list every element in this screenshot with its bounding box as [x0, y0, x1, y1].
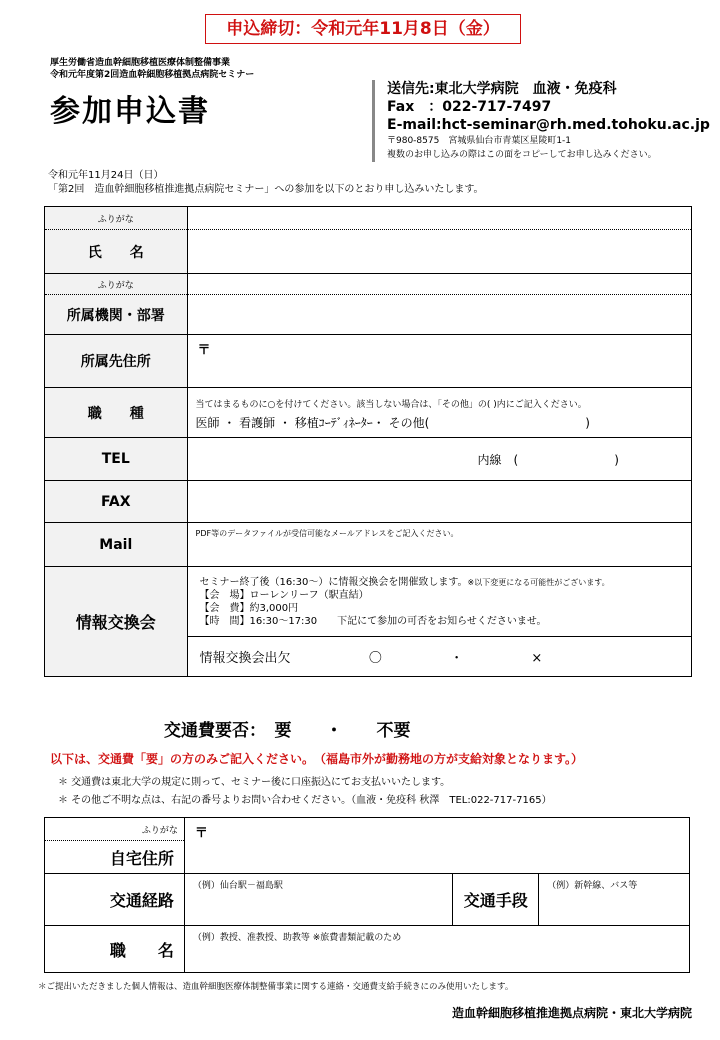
means-field[interactable] [539, 874, 690, 926]
extension-label: 内線 ( ) [477, 452, 619, 467]
exchange-line-1-note: ※以下変更になる可能性がございます。 [467, 577, 610, 587]
address-field[interactable] [187, 335, 691, 388]
home-address-field[interactable] [184, 818, 689, 874]
job-label: 職 種 [45, 388, 188, 438]
attend-separator: ・ [450, 651, 464, 666]
position-label: 職 名 [45, 926, 185, 973]
home-furigana-label: ふりがな [45, 818, 185, 841]
attendance-label: 情報交換会出欠 [199, 651, 291, 666]
intro-text: 「第2回 造血幹細胞移植推進拠点病院セミナー」への参加を以下のとおり申し込みいたします。 [48, 184, 484, 195]
fax-label: FAX [45, 481, 188, 523]
send-to: 送信先:東北大学病院 血液・免疫科 [387, 81, 617, 97]
exchange-label: 情報交換会 [45, 567, 188, 677]
name-field[interactable] [187, 230, 691, 274]
mail-label: Mail [45, 523, 188, 567]
mail-note: PDF等のデータファイルが受信可能なメールアドレスをご記入ください。 [195, 529, 459, 538]
org-line-2: 令和元年度第2回造血幹細胞移植拠点病院セミナー [50, 70, 255, 80]
transport-form [44, 817, 690, 973]
affiliation-field[interactable] [187, 295, 691, 335]
postal-mark: 〒 [197, 343, 211, 358]
footer-org: 造血幹細胞移植推進拠点病院・東北大学病院 [451, 1006, 692, 1020]
furigana-label: ふりがな [45, 207, 188, 230]
attend-no-option[interactable]: × [531, 651, 543, 666]
means-example: （例）新幹線、バス等 [547, 881, 638, 891]
copy-note: 複数のお申し込みの際はこの面をコピーしてお申し込みください。 [387, 150, 657, 160]
position-example: （例）教授、准教授、助教等 ※旅費書類記載のため [192, 933, 402, 943]
route-field[interactable] [184, 874, 453, 926]
mail-field[interactable] [187, 523, 691, 567]
exchange-time: 【時 間】16:30～17:30 下記にて参加の可否をお知らせくださいませ。 [199, 615, 547, 627]
position-field[interactable] [184, 926, 689, 973]
home-postal-mark: 〒 [194, 826, 208, 841]
exchange-venue: 【会 場】ローレンリーフ（駅直結） [199, 589, 369, 601]
exchange-line-1: セミナー終了後（16:30～）に情報交換会を開催致します。 [199, 576, 468, 588]
privacy-note: ＊ご提出いただきました個人情報は、造血幹細胞医療体制整備事業に関する連絡・交通費支給手続きにのみ使用いたします。 [38, 982, 514, 992]
tel-label: TEL [45, 438, 188, 481]
means-label: 交通手段 [453, 874, 539, 926]
affiliation-label: 所属機関・部署 [45, 295, 188, 335]
transport-red-note: 以下は、交通費「要」の方のみご記入ください。 （福島市外が勤務地の方が支給対象となります。） [50, 752, 584, 766]
route-label: 交通経路 [45, 874, 185, 926]
name-label: 氏 名 [45, 230, 188, 274]
job-field[interactable] [187, 388, 691, 438]
fax-field[interactable] [187, 481, 691, 523]
attend-yes-option[interactable]: 〇 [368, 651, 382, 666]
affiliation-furigana-label: ふりがな [45, 274, 188, 295]
furigana-field[interactable] [187, 207, 691, 230]
postal-address: 〒980-8575 宮城県仙台市青葉区星陵町1-1 [387, 136, 572, 146]
tel-field[interactable] [187, 438, 691, 481]
page-title: 参加申込書 [50, 94, 210, 129]
exchange-info [187, 567, 691, 637]
transport-question: 交通費要否： 要 ・ 不要 [164, 721, 411, 741]
fax-number: Fax ：022-717-7497 [387, 99, 552, 115]
attendance-row[interactable] [187, 637, 691, 677]
application-form [44, 206, 692, 677]
deadline-banner: 申込締切：令和元年11月8日（金） [205, 14, 521, 44]
seminar-date: 令和元年11月24日（日） [48, 170, 164, 181]
address-label: 所属先住所 [45, 335, 188, 388]
job-note: 当てはまるものに○を付けてください。該当しない場合は、「その他」の( )内にご記入ください。 [195, 399, 587, 410]
transport-note-2: ＊ その他ご不明な点は、右記の番号よりお問い合わせください。（血液・免疫科 秋澤 TEL:022-717-7165） [58, 795, 552, 806]
home-address-label: 自宅住所 [45, 841, 185, 874]
route-example: （例）仙台駅－福島駅 [192, 881, 283, 891]
org-line-1: 厚生労働省造血幹細胞移植医療体制整備事業 [50, 58, 231, 68]
transport-note-1: ＊ 交通費は東北大学の規定に則って、セミナー後に口座振込にてお支払いいたします。 [58, 777, 451, 788]
affiliation-furigana-field[interactable] [187, 274, 691, 295]
exchange-fee: 【会 費】約3,000円 [199, 602, 299, 614]
email-address[interactable]: E-mail:hct-seminar@rh.med.tohoku.ac.jp [387, 117, 710, 133]
job-options[interactable]: 医師 ・ 看護師 ・ 移植ｺｰﾃﾞｨﾈｰﾀｰ・ その他( ) [195, 415, 590, 430]
send-to-block [372, 80, 710, 162]
